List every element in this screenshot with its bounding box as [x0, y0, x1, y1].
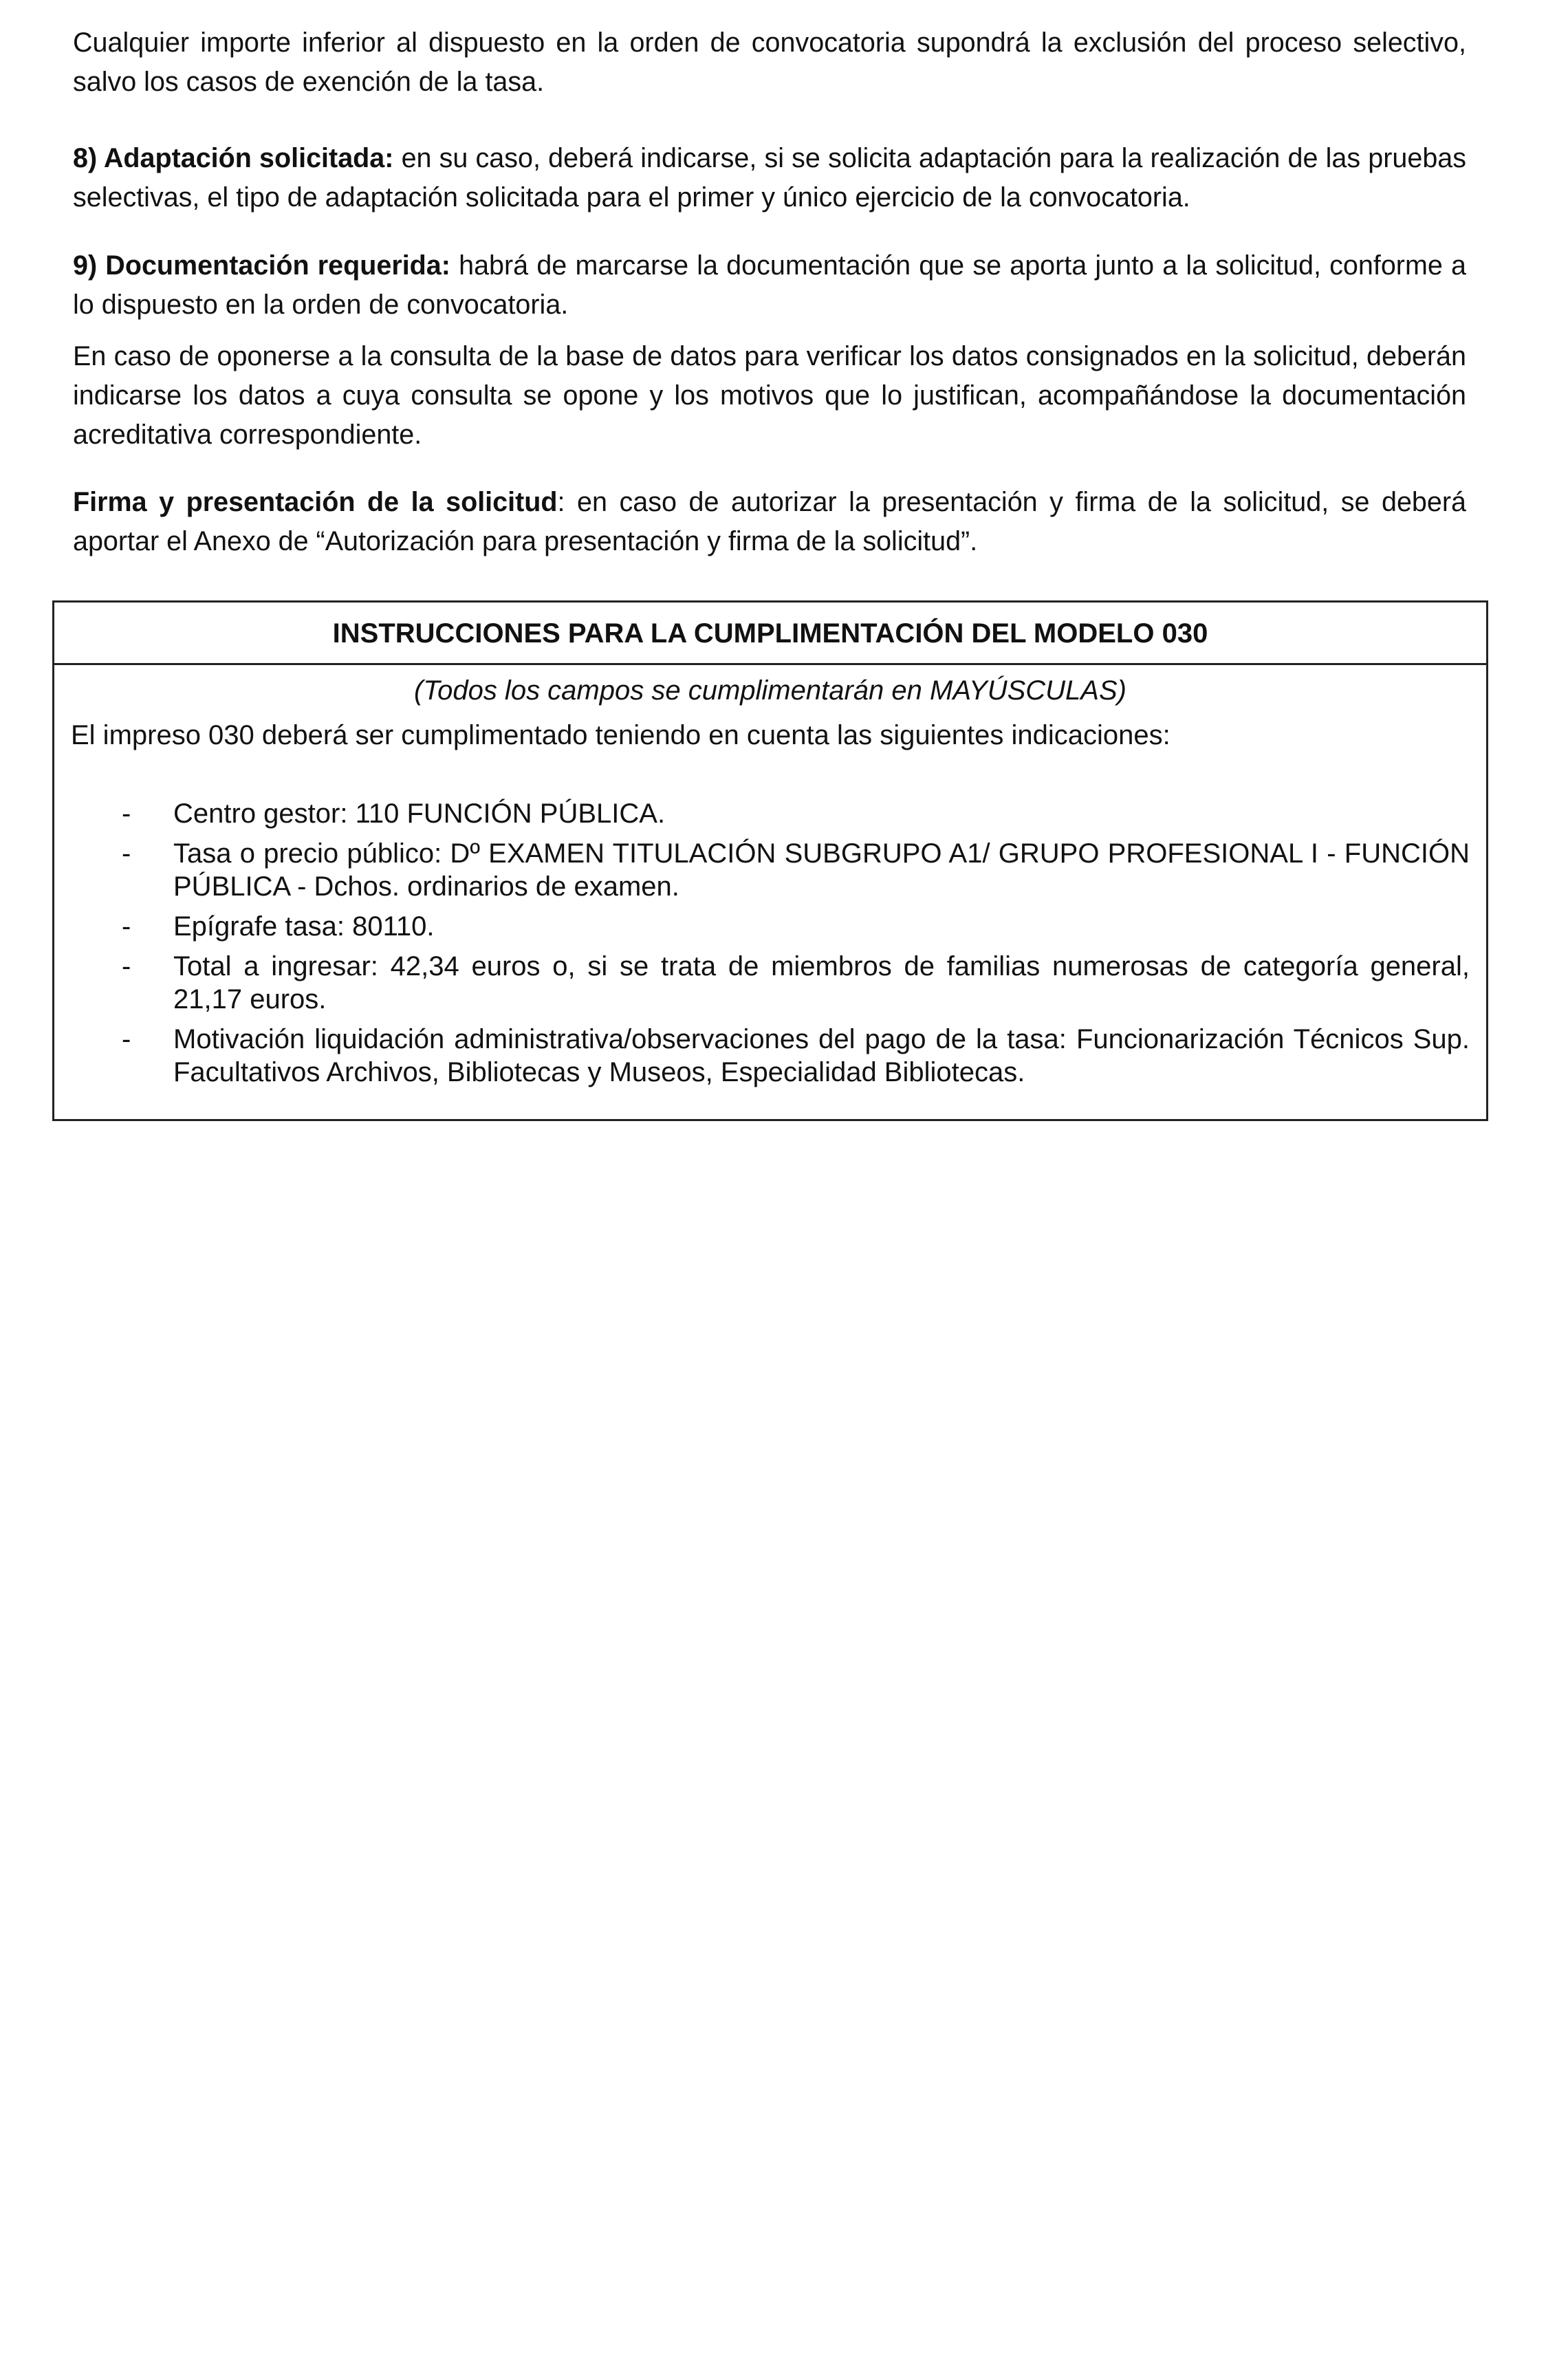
paragraph-text: Cualquier importe inferior al dispuesto en la orden de convocatoria supondrá la exclusión del proceso selectivo, salvo los casos de exención de la tasa.	[73, 28, 1466, 97]
paragraph-text: en su caso, deberá indicarse, si se solicita adaptación para la realización de las pruebas selectivas, el tipo de adaptación solicitada para el primer y único ejercicio de la convocatoria.	[73, 143, 1466, 213]
instructions-list	[54, 797, 1486, 1096]
dash-bullet: -	[122, 838, 131, 869]
paragraph-exclusion-notice	[73, 23, 1466, 102]
instructions-intro: El impreso 030 deberá ser cumplimentado teniendo en cuenta las siguientes indicaciones:	[71, 720, 1170, 750]
list-item	[54, 837, 1486, 903]
dash-bullet: -	[122, 911, 131, 942]
list-item-text: Motivación liquidación administrativa/observaciones del pago de la tasa: Funcionarización Técnicos Sup. Facultativos Archivos, Bibliotecas y Museos, Especialidad Bibliotecas.	[173, 1024, 1470, 1087]
paragraph-documentacion-requerida	[73, 246, 1466, 325]
paragraph-adaptacion-solicitada	[73, 139, 1466, 217]
paragraph-text: En caso de oponerse a la consulta de la base de datos para verificar los datos consignados en la solicitud, deberán indicarse los datos a cuya consulta se opone y los motivos que lo justifican, acompañándose la documentación acreditativa correspondiente.	[73, 341, 1466, 450]
list-item	[54, 1023, 1486, 1089]
dash-bullet: -	[122, 1024, 131, 1054]
list-item	[54, 910, 1486, 943]
dash-bullet: -	[122, 951, 131, 981]
paragraph-firma-presentacion	[73, 483, 1466, 561]
instructions-title: INSTRUCCIONES PARA LA CUMPLIMENTACIÓN DEL MODELO 030	[54, 603, 1486, 665]
list-item	[54, 950, 1486, 1016]
list-item-text: Centro gestor: 110 FUNCIÓN PÚBLICA.	[173, 799, 666, 829]
list-item	[54, 797, 1486, 830]
paragraph-label: 8) Adaptación solicitada:	[73, 143, 394, 173]
paragraph-label: 9) Documentación requerida:	[73, 250, 450, 281]
paragraph-text: habrá de marcarse la documentación que se aporta junto a la solicitud, conforme a lo dispuesto en la orden de convocatoria.	[73, 250, 1466, 320]
list-item-text: Tasa o precio público: Dº EXAMEN TITULACIÓN SUBGRUPO A1/ GRUPO PROFESIONAL I - FUNCIÓN PÚBLICA - Dchos. ordinarios de examen.	[173, 838, 1470, 902]
paragraph-text: : en caso de autorizar la presentación y firma de la solicitud, se deberá aportar el Anexo de “Autorización para presentación y firma de la solicitud”.	[73, 487, 1466, 556]
paragraph-oposicion-consulta	[73, 337, 1466, 455]
instructions-box	[52, 600, 1488, 1121]
paragraph-label: Firma y presentación de la solicitud	[73, 487, 558, 517]
instructions-subtitle: (Todos los campos se cumplimentarán en MAYÚSCULAS)	[414, 675, 1126, 706]
dash-bullet: -	[122, 799, 131, 829]
list-item-text: Total a ingresar: 42,34 euros o, si se trata de miembros de familias numerosas de categoría general, 21,17 euros.	[173, 951, 1470, 1014]
list-item-text: Epígrafe tasa: 80110.	[173, 911, 435, 942]
